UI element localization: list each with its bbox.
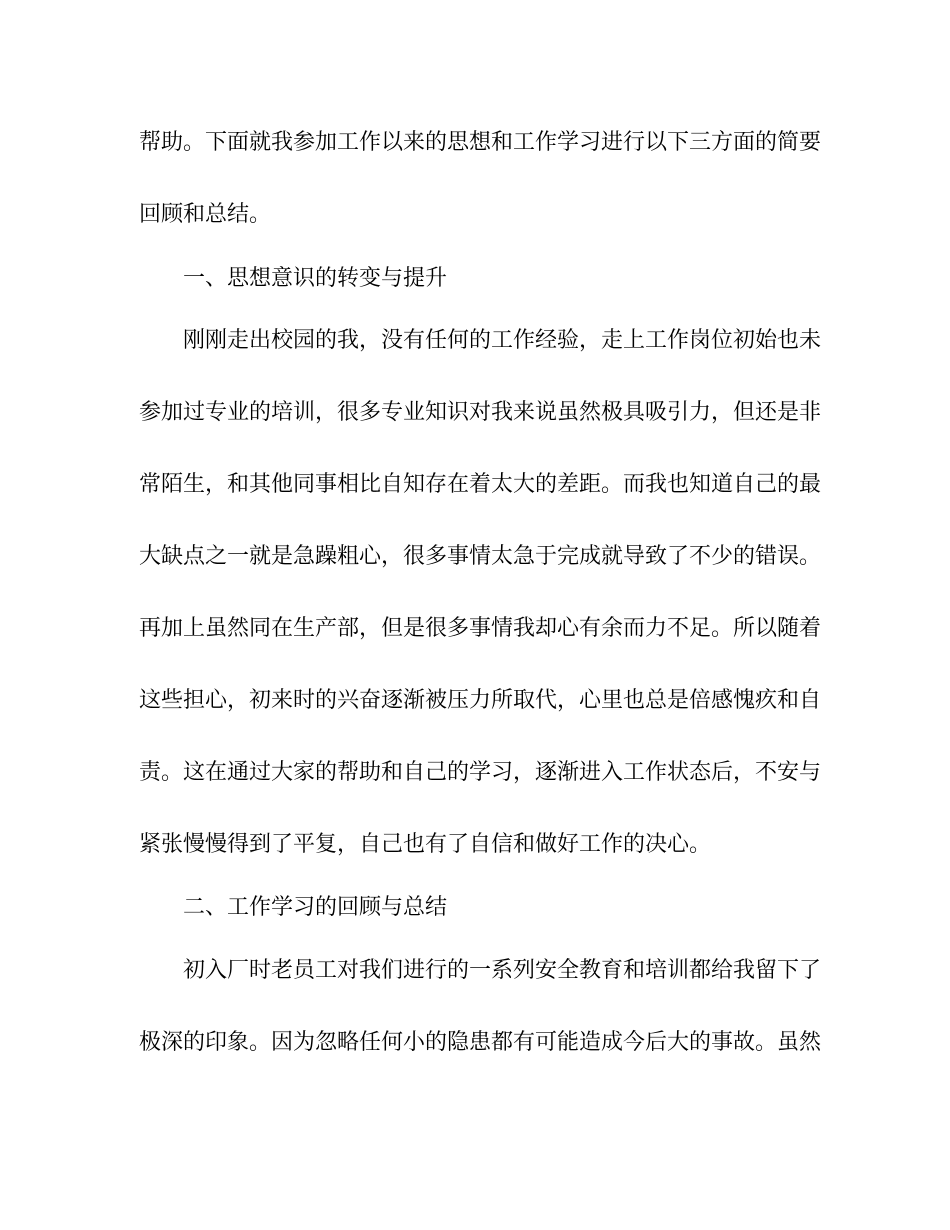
body-text-line: 责。这在通过大家的帮助和自己的学习，逐渐进入工作状态后，不安与 [139, 760, 822, 785]
body-text-line: 帮助。下面就我参加工作以来的思想和工作学习进行以下三方面的简要 [139, 130, 822, 155]
body-text-line: 大缺点之一就是急躁粗心，很多事情太急于完成就导致了不少的错误。 [139, 544, 822, 569]
body-text-line: 常陌生，和其他同事相比自知存在着太大的差距。而我也知道自己的最 [139, 472, 822, 497]
body-text-line: 刚刚走出校园的我，没有任何的工作经验，走上工作岗位初始也未 [183, 328, 822, 353]
body-text-line: 回顾和总结。 [139, 202, 272, 227]
body-text-line: 这些担心，初来时的兴奋逐渐被压力所取代，心里也总是倍感愧疚和自 [139, 688, 822, 713]
section-heading: 一、思想意识的转变与提升 [183, 266, 448, 291]
body-text-line: 紧张慢慢得到了平复，自己也有了自信和做好工作的决心。 [139, 832, 712, 857]
section-heading: 二、工作学习的回顾与总结 [183, 895, 448, 920]
body-text-line: 再加上虽然同在生产部，但是很多事情我却心有余而力不足。所以随着 [139, 616, 822, 641]
body-text-line: 极深的印象。因为忽略任何小的隐患都有可能造成今后大的事故。虽然 [139, 1030, 822, 1055]
body-text-line: 参加过专业的培训，很多专业知识对我来说虽然极具吸引力，但还是非 [139, 400, 822, 425]
body-text-line: 初入厂时老员工对我们进行的一系列安全教育和培训都给我留下了 [183, 958, 822, 983]
